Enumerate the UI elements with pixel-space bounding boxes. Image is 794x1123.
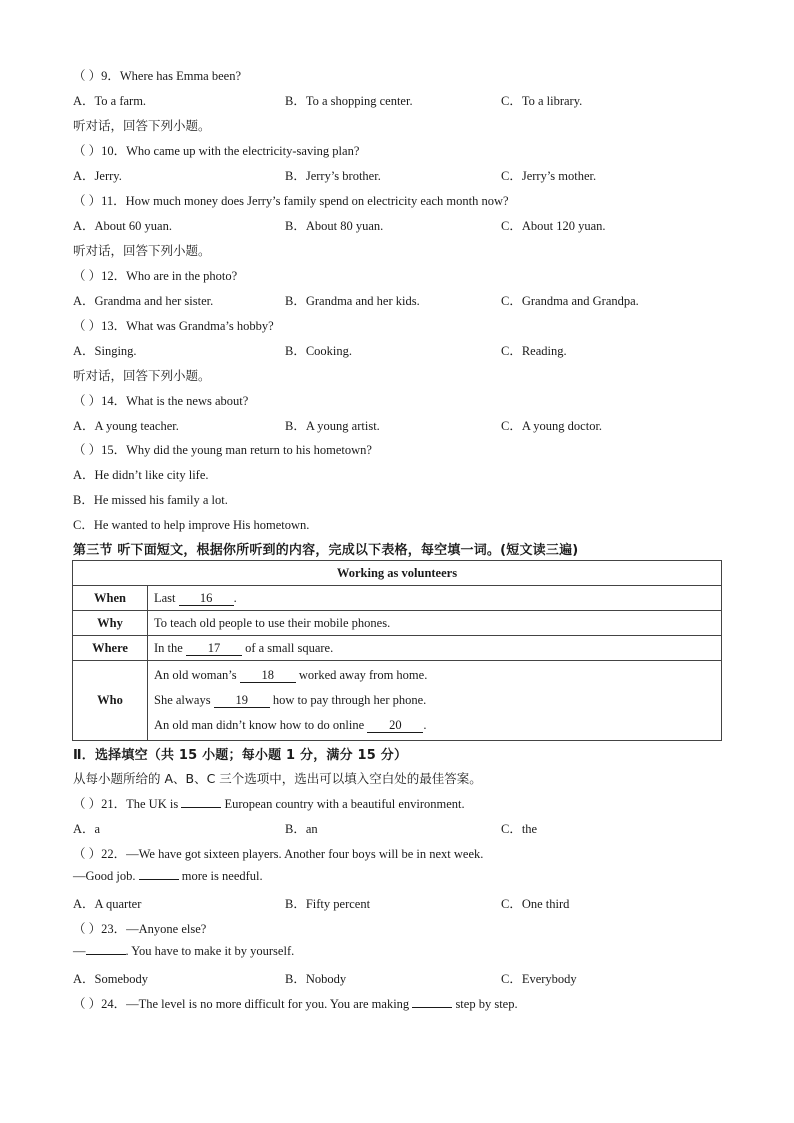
- blank-20: 20: [367, 719, 423, 733]
- question-24-stem: [73, 994, 518, 1012]
- who-line-1: [154, 663, 715, 688]
- option-b: B．Jerry’s brother.: [285, 169, 381, 183]
- question-11-options: [73, 216, 733, 232]
- option-c: C．Reading.: [501, 344, 567, 358]
- row-label: Who: [73, 661, 148, 741]
- option-a: A．About 60 yuan.: [73, 219, 172, 233]
- volunteer-table: [72, 560, 722, 741]
- option-b: B．Fifty percent: [285, 897, 371, 911]
- question-9-stem: （ ）9．Where has Emma been?: [73, 69, 241, 83]
- question-22-line-2: [73, 869, 263, 884]
- option-a: A．A young teacher.: [73, 419, 179, 433]
- question-13-options: [73, 341, 733, 357]
- row-value: [148, 661, 722, 741]
- option-c: C．Everybody: [501, 972, 577, 986]
- question-12-options: [73, 291, 733, 307]
- answer-blank: [181, 807, 221, 808]
- row-value: [148, 586, 722, 611]
- question-9-options: [73, 91, 733, 107]
- text: European country with a beautiful environment.: [221, 797, 465, 811]
- who-line-2: [154, 688, 715, 713]
- option-a: A．A quarter: [73, 897, 142, 911]
- option-b: B．an: [285, 822, 318, 836]
- question-11-stem: （ ）11．How much money does Jerry’s family spend on electricity each month now?: [73, 194, 509, 208]
- question-14-options: [73, 416, 733, 432]
- who-line-3: [154, 713, 715, 738]
- option-a: A．To a farm.: [73, 94, 147, 108]
- part-2-heading: Ⅱ．选择填空（共 15 小题；每小题 1 分，满分 15 分）: [73, 748, 408, 763]
- option-b: B．A young artist.: [285, 419, 380, 433]
- table-row-when: [73, 586, 722, 611]
- option-b: B．Nobody: [285, 972, 347, 986]
- option-b: B．Cooking.: [285, 344, 353, 358]
- option-b: B．He missed his family a lot.: [73, 493, 228, 507]
- text: She always: [154, 693, 214, 707]
- question-12-stem: （ ）12．Who are in the photo?: [73, 269, 238, 283]
- text: of a small square.: [241, 640, 334, 655]
- blank-19: 19: [214, 694, 270, 708]
- question-15-stem: （ ）15．Why did the young man return to his hometown?: [73, 443, 372, 457]
- question-23-options: [73, 969, 733, 985]
- question-13-stem: （ ）13．What was Grandma’s hobby?: [73, 319, 274, 333]
- text: how to pay through her phone.: [269, 693, 427, 707]
- row-label: Why: [73, 611, 148, 636]
- question-14-stem: （ ）14．What is the news about?: [73, 394, 249, 408]
- text: .: [423, 718, 427, 732]
- table-title: Working as volunteers: [73, 561, 722, 586]
- blank-18: 18: [240, 669, 296, 683]
- option-a: A．Singing.: [73, 344, 137, 358]
- row-value: [148, 636, 722, 661]
- answer-blank: [139, 879, 179, 880]
- option-a: A．Grandma and her sister.: [73, 294, 214, 308]
- blank-16: 16: [179, 592, 234, 606]
- text: —Good job.: [73, 869, 139, 883]
- text: step by step.: [452, 997, 518, 1011]
- text: .: [233, 590, 237, 605]
- text: In the: [154, 640, 186, 655]
- text: An old woman’s: [154, 668, 240, 682]
- listen-instruction: 听对话，回答下列小题。: [73, 118, 211, 133]
- option-c: C．He wanted to help improve His hometown.: [73, 518, 310, 532]
- question-22-options: [73, 894, 733, 910]
- question-22-stem: （ ）22．—We have got sixteen players. Another four boys will be in next week.: [73, 847, 484, 861]
- text: worked away from home.: [295, 668, 428, 682]
- table-row-why: [73, 611, 722, 636]
- row-label: Where: [73, 636, 148, 661]
- question-21-options: [73, 819, 733, 835]
- part-2-instruction: 从每小题所给的 A、B、C 三个选项中，选出可以填入空白处的最佳答案。: [73, 771, 482, 786]
- listen-instruction: 听对话，回答下列小题。: [73, 368, 211, 383]
- option-b: B．Grandma and her kids.: [285, 294, 420, 308]
- question-21-stem: [73, 794, 465, 812]
- option-c: C．the: [501, 822, 538, 836]
- answer-blank: [412, 1007, 452, 1008]
- text: （ ）24．—The level is no more difficult for you. You are making: [73, 997, 413, 1011]
- text: . You have to make it by yourself.: [125, 944, 295, 958]
- question-10-stem: （ ）10．Who came up with the electricity-saving plan?: [73, 144, 360, 158]
- text: An old man didn’t know how to do online: [154, 718, 368, 732]
- text: Last: [154, 590, 179, 605]
- question-10-options: [73, 166, 733, 182]
- table-row-who: [73, 661, 722, 741]
- question-23-stem: （ ）23．—Anyone else?: [73, 922, 207, 936]
- section-3-heading: 第三节 听下面短文，根据你所听到的内容，完成以下表格，每空填一词。(短文读三遍): [73, 543, 579, 558]
- blank-17: 17: [186, 642, 242, 656]
- option-a: A．a: [73, 822, 101, 836]
- option-c: C．A young doctor.: [501, 419, 603, 433]
- text: —: [73, 944, 86, 958]
- row-label: When: [73, 586, 148, 611]
- option-a: A．Somebody: [73, 972, 149, 986]
- option-b: B．To a shopping center.: [285, 94, 413, 108]
- answer-blank: [86, 954, 126, 955]
- option-c: C．One third: [501, 897, 570, 911]
- text: more is needful.: [178, 869, 263, 883]
- option-c: C．Jerry’s mother.: [501, 169, 597, 183]
- option-c: C．To a library.: [501, 94, 583, 108]
- listen-instruction: 听对话，回答下列小题。: [73, 243, 211, 258]
- option-c: C．About 120 yuan.: [501, 219, 606, 233]
- table-row-where: [73, 636, 722, 661]
- option-a: A．He didn’t like city life.: [73, 468, 209, 482]
- option-b: B．About 80 yuan.: [285, 219, 384, 233]
- question-23-line-2: [73, 944, 294, 959]
- text: （ ）21．The UK is: [73, 797, 182, 811]
- row-value: To teach old people to use their mobile phones.: [148, 611, 722, 636]
- option-c: C．Grandma and Grandpa.: [501, 294, 639, 308]
- option-a: A．Jerry.: [73, 169, 122, 183]
